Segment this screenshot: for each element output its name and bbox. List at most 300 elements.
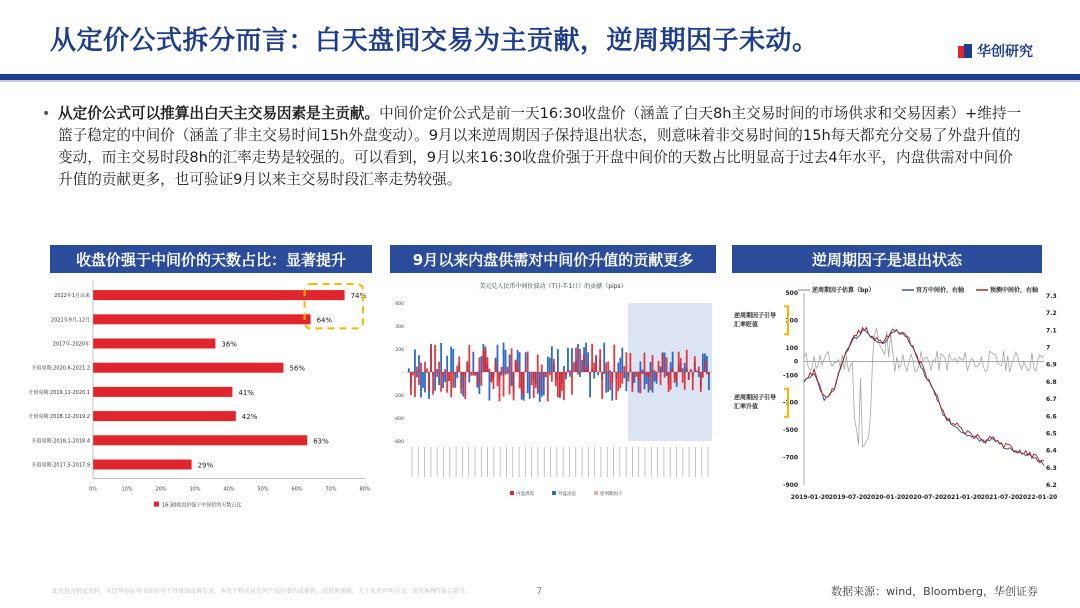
chart2-x-tick-mark: [689, 447, 690, 477]
chart2-bar-outer: [551, 346, 553, 372]
bullet-paragraph: [42, 103, 1026, 191]
chart1-bar: [93, 314, 311, 324]
chart2-x-tick-mark: [487, 447, 488, 477]
chart2-bar-inner: [561, 372, 563, 391]
chart2-x-tick-mark: [676, 447, 677, 477]
chart2-bar-outer: [581, 360, 583, 372]
chart2-bar-inner: [452, 372, 454, 388]
chart2-x-tick-mark: [418, 447, 419, 477]
chart2-bar-inner: [434, 345, 436, 372]
chart2-y-tick: -200: [393, 394, 404, 399]
chart2-bar-inner: [690, 369, 692, 372]
chart2-bar-inner: [644, 353, 646, 372]
chart2-bar-outer: [642, 370, 644, 372]
chart2-bar-inner: [625, 352, 627, 372]
logo: [958, 41, 1033, 61]
chart2-bar-inner: [507, 367, 509, 372]
chart2-x-tick-mark: [468, 447, 469, 477]
chart3-line-factor: [804, 328, 1044, 447]
chart3-y-right-tick: 6.2: [1046, 482, 1057, 489]
chart2-bar-inner: [495, 361, 497, 372]
chart3-annotation-line2: 汇率贬值: [734, 321, 759, 329]
chart2-bar-inner: [470, 372, 472, 376]
chart2-bar-outer: [541, 372, 543, 397]
chart2-bar-outer: [654, 372, 656, 382]
chart2-bar-inner: [698, 367, 700, 372]
chart2-bar-outer: [633, 372, 635, 383]
chart2-bar-outer: [666, 372, 668, 376]
chart2-bar-outer: [438, 372, 440, 385]
chart2-y-tick: -400: [393, 417, 404, 422]
chart2-bar-outer: [706, 356, 708, 372]
chart2-bar-outer: [468, 372, 470, 382]
chart2-x-tick-mark: [519, 447, 520, 477]
chart2-bar-inner: [535, 372, 537, 388]
chart2-bar-outer: [497, 345, 499, 372]
chart3-y-left-tick: 300: [785, 317, 798, 325]
chart2-x-tick-mark: [512, 447, 513, 477]
chart2-bar-outer: [577, 344, 579, 372]
chart2-bar-inner: [491, 372, 493, 383]
chart2-bar-outer: [579, 372, 581, 377]
chart2-bar-outer: [507, 372, 509, 374]
chart1-bar: [93, 435, 307, 445]
chart1-value-label: 41%: [238, 388, 254, 397]
chart2-bar-inner: [549, 372, 551, 375]
chart2-x-tick-mark: [550, 447, 551, 477]
chart1-value-label: 29%: [197, 461, 214, 470]
chart3-y-right-tick: 6.7: [1046, 396, 1057, 404]
chart2-bar-inner: [448, 372, 450, 381]
chart2-bar-outer: [607, 372, 609, 392]
chart2-bar-inner: [692, 372, 694, 390]
chart2-bar-outer: [617, 363, 619, 372]
chart2-bar-outer: [549, 358, 551, 372]
chart2-bar-inner: [567, 370, 569, 372]
chart2-bar-inner: [416, 367, 418, 372]
chart2-bar-inner: [559, 372, 561, 397]
chart2-bar-inner: [511, 348, 513, 372]
chart2-bar-inner: [480, 372, 482, 386]
chart2-bar-outer: [434, 372, 436, 391]
chart2-bar-inner: [519, 372, 521, 388]
chart1-value-label: 63%: [313, 437, 329, 446]
chart2-bar-inner: [694, 356, 696, 372]
slide-title: 从定价公式拆分而言：白天盘间交易为主贡献，逆周期因子未动。: [50, 26, 819, 56]
chart2-x-tick-mark: [607, 447, 608, 477]
chart2-bar-inner: [613, 345, 615, 372]
chart2-bar-inner: [672, 368, 674, 372]
chart2-x-tick-mark: [632, 447, 633, 477]
chart2-bar-outer: [472, 352, 474, 372]
chart2-bar-inner: [458, 357, 460, 372]
chart1-category-label: 升值周期:2017.5-2017.9: [31, 462, 90, 469]
chart2-bar-inner: [652, 355, 654, 372]
chart2-x-tick-mark: [575, 447, 576, 477]
chart2-bar-inner: [684, 372, 686, 390]
chart3-y-left-tick: 500: [785, 290, 798, 297]
chart2-bar-outer: [567, 348, 569, 372]
chart1-bar: [93, 363, 283, 373]
chart3-annotation-line1: 逆周期因子引导: [734, 394, 777, 402]
chart2-bar-inner: [627, 372, 629, 381]
chart2-bar-inner: [664, 372, 666, 378]
chart3-y-right-tick: 7: [1046, 344, 1051, 352]
chart1-category-label: 升值周期:2019.11-2020.1: [28, 389, 90, 396]
chart2-bar-inner: [601, 372, 603, 399]
chart2-x-tick-mark: [563, 447, 564, 477]
chart3-y-left-tick: 0: [793, 358, 798, 366]
chart2-bar-inner: [688, 372, 690, 380]
chart2-bar-inner: [499, 372, 501, 401]
chart2-bar-inner: [662, 353, 664, 372]
title-divider-sub: [0, 80, 1080, 82]
chart2-bar-inner: [674, 372, 676, 383]
chart2-bar-outer: [537, 372, 539, 394]
chart2-bar-inner: [533, 372, 535, 398]
chart2-bar-outer: [702, 354, 704, 372]
chart2-bar-inner: [686, 350, 688, 372]
disclaimer: 此页包含机密资料，未经华创证券书面许可不得复制或再发送。本页不构成对任何产品的要约或推荐，投资须谨慎。关于免责声明全文，请见本PPT报告部分。: [52, 588, 471, 595]
chart1-x-tick: 10%: [121, 486, 133, 493]
chart1-svg: [28, 273, 372, 511]
chart2-legend-swatch: [552, 491, 556, 495]
chart2-x-tick-mark: [582, 447, 583, 477]
chart2-legend-swatch: [510, 491, 514, 495]
chart3-line-predicted: [804, 328, 1044, 463]
chart2-y-tick: 600: [395, 302, 404, 307]
chart3-y-left-tick: 100: [785, 344, 798, 352]
chart1-x-tick: 40%: [223, 486, 235, 493]
chart3-x-tick: 2020-01-20: [866, 494, 906, 501]
chart3-x-tick: 2021-01-20: [942, 494, 982, 501]
chart2-x-tick-mark: [638, 447, 639, 477]
chart2-bar-outer: [450, 347, 452, 372]
chart2-bar-inner: [408, 372, 410, 373]
chart2-bar-outer: [682, 368, 684, 372]
chart2-bar-inner: [460, 372, 462, 394]
chart2-bar-inner: [523, 372, 525, 397]
chart3-x-tick: 2019-01-20: [790, 494, 830, 501]
chart2-bar-inner: [444, 369, 446, 372]
chart2-bar-inner: [472, 372, 474, 376]
chart2-bar-inner: [474, 372, 476, 375]
chart2-bar-outer: [511, 372, 513, 386]
chart2-bar-inner: [553, 359, 555, 372]
chart2-bar-outer: [462, 372, 464, 397]
chart2-bar-outer: [640, 361, 642, 372]
chart2-bar-outer: [660, 366, 662, 372]
chart2-bar-inner: [446, 372, 448, 393]
chart2-bar-outer: [424, 372, 426, 392]
chart2-bar-inner: [513, 372, 515, 400]
chart2-bar-inner: [595, 357, 597, 372]
chart1-category-label: 2022年1月以来: [54, 293, 90, 300]
chart2-x-tick-mark: [525, 447, 526, 477]
chart2-bar-outer: [609, 370, 611, 372]
chart2-x-tick-mark: [682, 447, 683, 477]
chart1-bar: [93, 460, 192, 470]
chart2-x-tick-mark: [430, 447, 431, 477]
chart2-bar-outer: [589, 372, 591, 397]
chart2-bar-outer: [452, 349, 454, 372]
page-number: 7: [536, 586, 543, 597]
chart1-legend-label: 16:30收盘价强于中间价的天数占比: [162, 502, 242, 509]
chart1-category-label: 2017年-2020年: [52, 341, 90, 348]
chart3-svg: [732, 273, 1058, 511]
chart1-category-label: 升值周期:2018.1-2018.4: [31, 438, 90, 445]
chart1-x-tick: 70%: [325, 486, 337, 493]
chart2-bar-inner: [640, 372, 642, 393]
chart2-bar-inner: [668, 372, 670, 392]
chart2-x-tick-mark: [657, 447, 658, 477]
chart2-x-tick-mark: [645, 447, 646, 477]
chart3-y-right-tick: 6.9: [1046, 361, 1057, 369]
chart2-bar-inner: [575, 348, 577, 372]
chart2-bar-outer: [436, 369, 438, 372]
chart2-bar-inner: [654, 370, 656, 372]
chart2-bar-outer: [547, 357, 549, 372]
chart2-bar-inner: [607, 361, 609, 372]
chart2-bar-inner: [577, 372, 579, 374]
chart2-x-tick-mark: [500, 447, 501, 477]
chart2-bar-outer: [569, 372, 571, 377]
chart2-bar-outer: [585, 343, 587, 372]
chart2-title: 美元兑人民币中间价波动（T日-T-1日）的贡献（pips）: [479, 283, 627, 290]
chart2-bar-inner: [589, 372, 591, 376]
chart2-bar-inner: [482, 351, 484, 372]
chart3-y-right-tick: 6.8: [1046, 378, 1057, 386]
chart2-bar-outer: [698, 372, 700, 377]
chart2-bar-inner: [497, 372, 499, 386]
chart2-bar-inner: [680, 358, 682, 372]
chart2-x-tick-mark: [493, 447, 494, 477]
chart2-bar-inner: [521, 372, 523, 392]
chart2-bar-inner: [557, 372, 559, 397]
chart3-panel: [732, 273, 1058, 511]
chart3-line-official: [804, 330, 1044, 466]
chart2-bar-inner: [621, 372, 623, 384]
chart2-bar-outer: [652, 372, 654, 393]
chart2-bar-inner: [650, 372, 652, 390]
chart2-bar-inner: [493, 372, 495, 389]
chart2-bar-inner: [436, 372, 438, 377]
chart2-bar-inner: [583, 355, 585, 372]
chart2-bar-inner: [670, 372, 672, 390]
chart3-y-left-tick: -900: [782, 482, 798, 489]
chart2-bar-outer: [571, 348, 573, 372]
chart2-x-tick-mark: [531, 447, 532, 477]
chart2-bar-outer: [593, 372, 595, 378]
chart2-bar-inner: [424, 362, 426, 372]
chart2-bar-inner: [432, 372, 434, 395]
panel-1-title: 收盘价强于中间价的天数占比：显著提升: [50, 245, 372, 273]
chart2-bar-inner: [485, 346, 487, 372]
chart2-bar-inner: [638, 372, 640, 380]
chart1-x-tick: 20%: [155, 486, 167, 493]
chart2-x-tick-mark: [443, 447, 444, 477]
chart2-bar-outer: [525, 352, 527, 372]
chart2-bar-inner: [531, 372, 533, 385]
chart2-bar-inner: [450, 372, 452, 397]
chart2-bar-outer: [446, 356, 448, 372]
chart2-bar-inner: [702, 372, 704, 378]
chart2-bar-outer: [416, 372, 418, 377]
chart3-x-tick: 2021-07-20: [980, 494, 1020, 501]
chart2-bar-outer: [501, 372, 503, 376]
chart2-bar-inner: [551, 372, 553, 382]
chart2-x-tick-mark: [462, 447, 463, 477]
chart2-bar-outer: [557, 349, 559, 372]
panel-2-title: 9月以来内盘供需对中间价升值的贡献更多: [390, 245, 716, 273]
chart2-x-tick-mark: [456, 447, 457, 477]
chart3-x-tick: 2019-07-20: [828, 494, 868, 501]
chart1-category-label: 升值周期:2020.6-2021.2: [31, 365, 90, 372]
chart2-bar-inner: [430, 346, 432, 372]
chart2-bar-inner: [543, 372, 545, 378]
chart2-svg: [390, 273, 716, 511]
chart1-bar: [93, 290, 345, 300]
chart2-x-tick-mark: [588, 447, 589, 477]
chart2-bar-inner: [410, 372, 412, 395]
chart2-bar-inner: [438, 362, 440, 372]
chart3-y-left-tick: -500: [782, 427, 798, 435]
chart3-y-right-tick: 7.2: [1046, 310, 1057, 318]
chart3-legend-label: 预测中间价，右轴: [990, 287, 1039, 294]
chart2-bar-outer: [625, 372, 627, 391]
chart2-bar-inner: [656, 372, 658, 379]
chart2-bar-inner: [660, 372, 662, 385]
chart2-legend-label: 内盘供需: [516, 492, 534, 497]
chart2-bar-outer: [489, 372, 491, 400]
chart2-bar-outer: [505, 350, 507, 372]
chart3-y-left-tick: -300: [782, 399, 798, 407]
chart2-bar-outer: [597, 372, 599, 375]
chart2-bar-inner: [609, 372, 611, 390]
chart2-bar-outer: [623, 372, 625, 378]
chart2-bar-inner: [587, 364, 589, 372]
chart3-y-right-tick: 6.6: [1046, 413, 1057, 421]
chart2-bar-outer: [454, 372, 456, 388]
chart2-bar-inner: [605, 363, 607, 372]
chart2-bar-inner: [593, 363, 595, 372]
chart2-bar-inner: [466, 361, 468, 372]
chart3-legend-label: 逆周期因子估算（bp）: [812, 287, 875, 294]
chart2-x-tick-mark: [626, 447, 627, 477]
chart2-bar-outer: [503, 343, 505, 372]
chart1-x-tick: 80%: [359, 486, 371, 493]
chart2-bar-outer: [422, 372, 424, 388]
chart2-bar-inner: [545, 372, 547, 373]
chart2-bar-inner: [631, 372, 633, 392]
chart2-bar-outer: [684, 363, 686, 372]
chart2-x-tick-mark: [701, 447, 702, 477]
chart2-bar-outer: [440, 343, 442, 372]
chart1-value-label: 42%: [241, 413, 258, 422]
chart2-bar-inner: [456, 366, 458, 372]
chart2-x-tick-mark: [708, 447, 709, 477]
chart2-bar-outer: [527, 372, 529, 393]
chart2-x-tick-mark: [594, 447, 595, 477]
chart2-x-tick-mark: [695, 447, 696, 477]
chart2-bar-inner: [579, 349, 581, 372]
chart2-bar-inner: [509, 372, 511, 394]
chart2-bar-inner: [646, 372, 648, 377]
chart1-x-tick: 60%: [291, 486, 303, 493]
chart3-y-right-tick: 6.5: [1046, 430, 1057, 438]
chart2-bar-inner: [678, 352, 680, 372]
chart2-bar-inner: [563, 372, 565, 400]
chart2-x-tick-mark: [651, 447, 652, 477]
chart1-x-tick: 0%: [89, 486, 97, 493]
chart2-bar-inner: [642, 372, 644, 374]
chart1-x-tick: 50%: [257, 486, 269, 493]
chart2-bar-outer: [414, 349, 416, 372]
chart2-bar-outer: [408, 368, 410, 372]
chart2-x-tick-mark: [619, 447, 620, 477]
chart3-annotation-line2: 汇率升值: [734, 403, 759, 411]
chart2-bar-outer: [456, 372, 458, 378]
chart2-bar-inner: [569, 370, 571, 372]
chart2-bar-inner: [541, 365, 543, 372]
chart2-bar-inner: [666, 357, 668, 372]
chart3-annotation-line1: 逆周期因子引导: [734, 312, 777, 320]
chart2-bar-inner: [503, 372, 505, 397]
chart2-x-tick-mark: [544, 447, 545, 477]
chart2-y-tick: 400: [395, 325, 404, 330]
chart3-y-right-tick: 7.3: [1046, 293, 1057, 300]
chart1-bar: [93, 387, 232, 397]
chart2-bar-inner: [615, 372, 617, 400]
chart2-bar-inner: [420, 363, 422, 372]
chart2-bar-inner: [648, 372, 650, 377]
chart1-bar: [93, 411, 236, 421]
chart2-bar-inner: [611, 372, 613, 383]
chart2-bar-inner: [527, 351, 529, 372]
chart2-bar-outer: [650, 362, 652, 372]
data-source: 数据来源：wind，Bloomberg，华创证券: [831, 585, 1038, 598]
chart2-bar-inner: [555, 372, 557, 386]
chart2-x-tick-mark: [670, 447, 671, 477]
chart2-legend-swatch: [594, 491, 598, 495]
chart2-bar-inner: [418, 372, 420, 385]
chart2-bar-inner: [633, 372, 635, 373]
chart2-bar-inner: [440, 372, 442, 392]
chart2-bar-inner: [700, 372, 702, 392]
chart2-bar-inner: [591, 344, 593, 372]
bullet-bold-lead: 从定价公式可以推算出白天主交易因素是主贡献。: [58, 105, 380, 122]
chart2-x-tick-mark: [424, 447, 425, 477]
chart2-bar-inner: [573, 362, 575, 372]
chart2-bar-outer: [480, 356, 482, 372]
chart2-x-tick-mark: [538, 447, 539, 477]
chart3-y-right-tick: 7.1: [1046, 327, 1057, 335]
chart3-y-right-tick: 6.4: [1046, 447, 1057, 455]
chart3-x-tick: 2020-07-20: [904, 494, 944, 501]
chart2-bar-inner: [426, 368, 428, 372]
chart2-bar-inner: [676, 372, 678, 381]
chart2-x-tick-mark: [475, 447, 476, 477]
logo-text: 华创研究: [977, 44, 1033, 60]
chart2-bar-inner: [517, 362, 519, 372]
chart1-value-label: 64%: [316, 316, 333, 325]
chart2-x-tick-mark: [449, 447, 450, 477]
chart2-bar-inner: [442, 372, 444, 375]
chart2-bar-inner: [476, 372, 478, 386]
chart2-x-tick-mark: [613, 447, 614, 477]
chart2-bar-outer: [605, 372, 607, 393]
chart2-y-tick: -600: [393, 440, 404, 445]
